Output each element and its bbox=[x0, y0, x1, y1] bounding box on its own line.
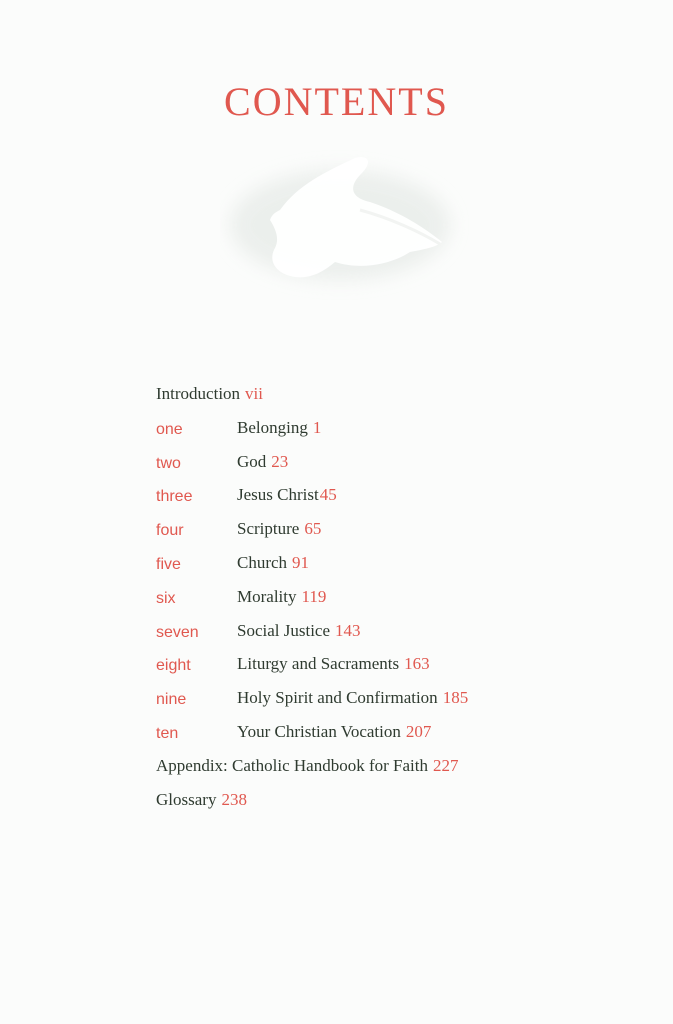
toc-glossary[interactable] bbox=[156, 786, 636, 820]
toc-entry-label: Introduction vii bbox=[156, 384, 263, 403]
chapter-number: two bbox=[156, 454, 181, 472]
toc-chapter-one[interactable] bbox=[156, 414, 636, 448]
chapter-title: Church 91 bbox=[237, 552, 310, 572]
page-number: 163 bbox=[404, 654, 430, 674]
toc-introduction[interactable] bbox=[156, 380, 636, 414]
toc-chapter-seven[interactable] bbox=[156, 617, 636, 651]
chapter-number: eight bbox=[156, 657, 191, 675]
page-number: 91 bbox=[292, 552, 310, 572]
page-number: 207 bbox=[405, 721, 432, 741]
chapter-title: Holy Spirit and Confirmation 185 bbox=[237, 688, 469, 708]
chapter-title: God 23 bbox=[237, 451, 289, 471]
page-number: 45 bbox=[319, 485, 337, 505]
chapter-title: Liturgy and Sacraments 163 bbox=[237, 654, 430, 674]
toc-chapter-eight[interactable] bbox=[156, 650, 636, 684]
chapter-title: Jesus Christ45 bbox=[237, 485, 337, 505]
chapter-number: nine bbox=[156, 691, 187, 709]
page-number: vii bbox=[245, 384, 263, 403]
toc-chapter-two[interactable] bbox=[156, 448, 636, 482]
chapter-number: one bbox=[156, 420, 183, 438]
toc-chapter-three[interactable] bbox=[156, 481, 636, 515]
page-number: 227 bbox=[432, 755, 459, 775]
toc-appendix[interactable] bbox=[156, 752, 636, 786]
page-title: CONTENTS bbox=[224, 79, 449, 124]
chapter-title: Belonging 1 bbox=[237, 417, 322, 437]
chapter-title: Scripture 65 bbox=[237, 519, 322, 539]
table-of-contents bbox=[156, 380, 636, 819]
toc-chapter-nine[interactable] bbox=[156, 684, 636, 718]
page-number: 65 bbox=[304, 519, 322, 539]
toc-entry-label: Appendix: Catholic Handbook for Faith 227 bbox=[156, 755, 459, 775]
chapter-number: three bbox=[156, 488, 193, 506]
toc-entry-label: Glossary 238 bbox=[156, 789, 247, 809]
chapter-number: six bbox=[156, 589, 176, 607]
toc-chapter-four[interactable] bbox=[156, 515, 636, 549]
page-number: 23 bbox=[271, 451, 289, 471]
chapter-number: five bbox=[156, 555, 181, 573]
toc-chapter-six[interactable] bbox=[156, 583, 636, 617]
chapter-number: ten bbox=[156, 724, 179, 742]
dove-icon bbox=[220, 140, 470, 300]
page-number: 185 bbox=[442, 688, 469, 708]
toc-chapter-five[interactable] bbox=[156, 549, 636, 583]
page-number: 238 bbox=[221, 789, 247, 809]
toc-chapter-ten[interactable] bbox=[156, 718, 636, 752]
chapter-number: four bbox=[156, 522, 184, 540]
chapter-title: Your Christian Vocation 207 bbox=[237, 721, 432, 741]
chapter-title: Morality 119 bbox=[237, 586, 327, 606]
page-number: 143 bbox=[335, 620, 361, 640]
page-number: 119 bbox=[301, 586, 327, 606]
chapter-number: seven bbox=[156, 623, 199, 641]
page-number: 1 bbox=[312, 417, 322, 437]
chapter-title: Social Justice 143 bbox=[237, 620, 361, 640]
